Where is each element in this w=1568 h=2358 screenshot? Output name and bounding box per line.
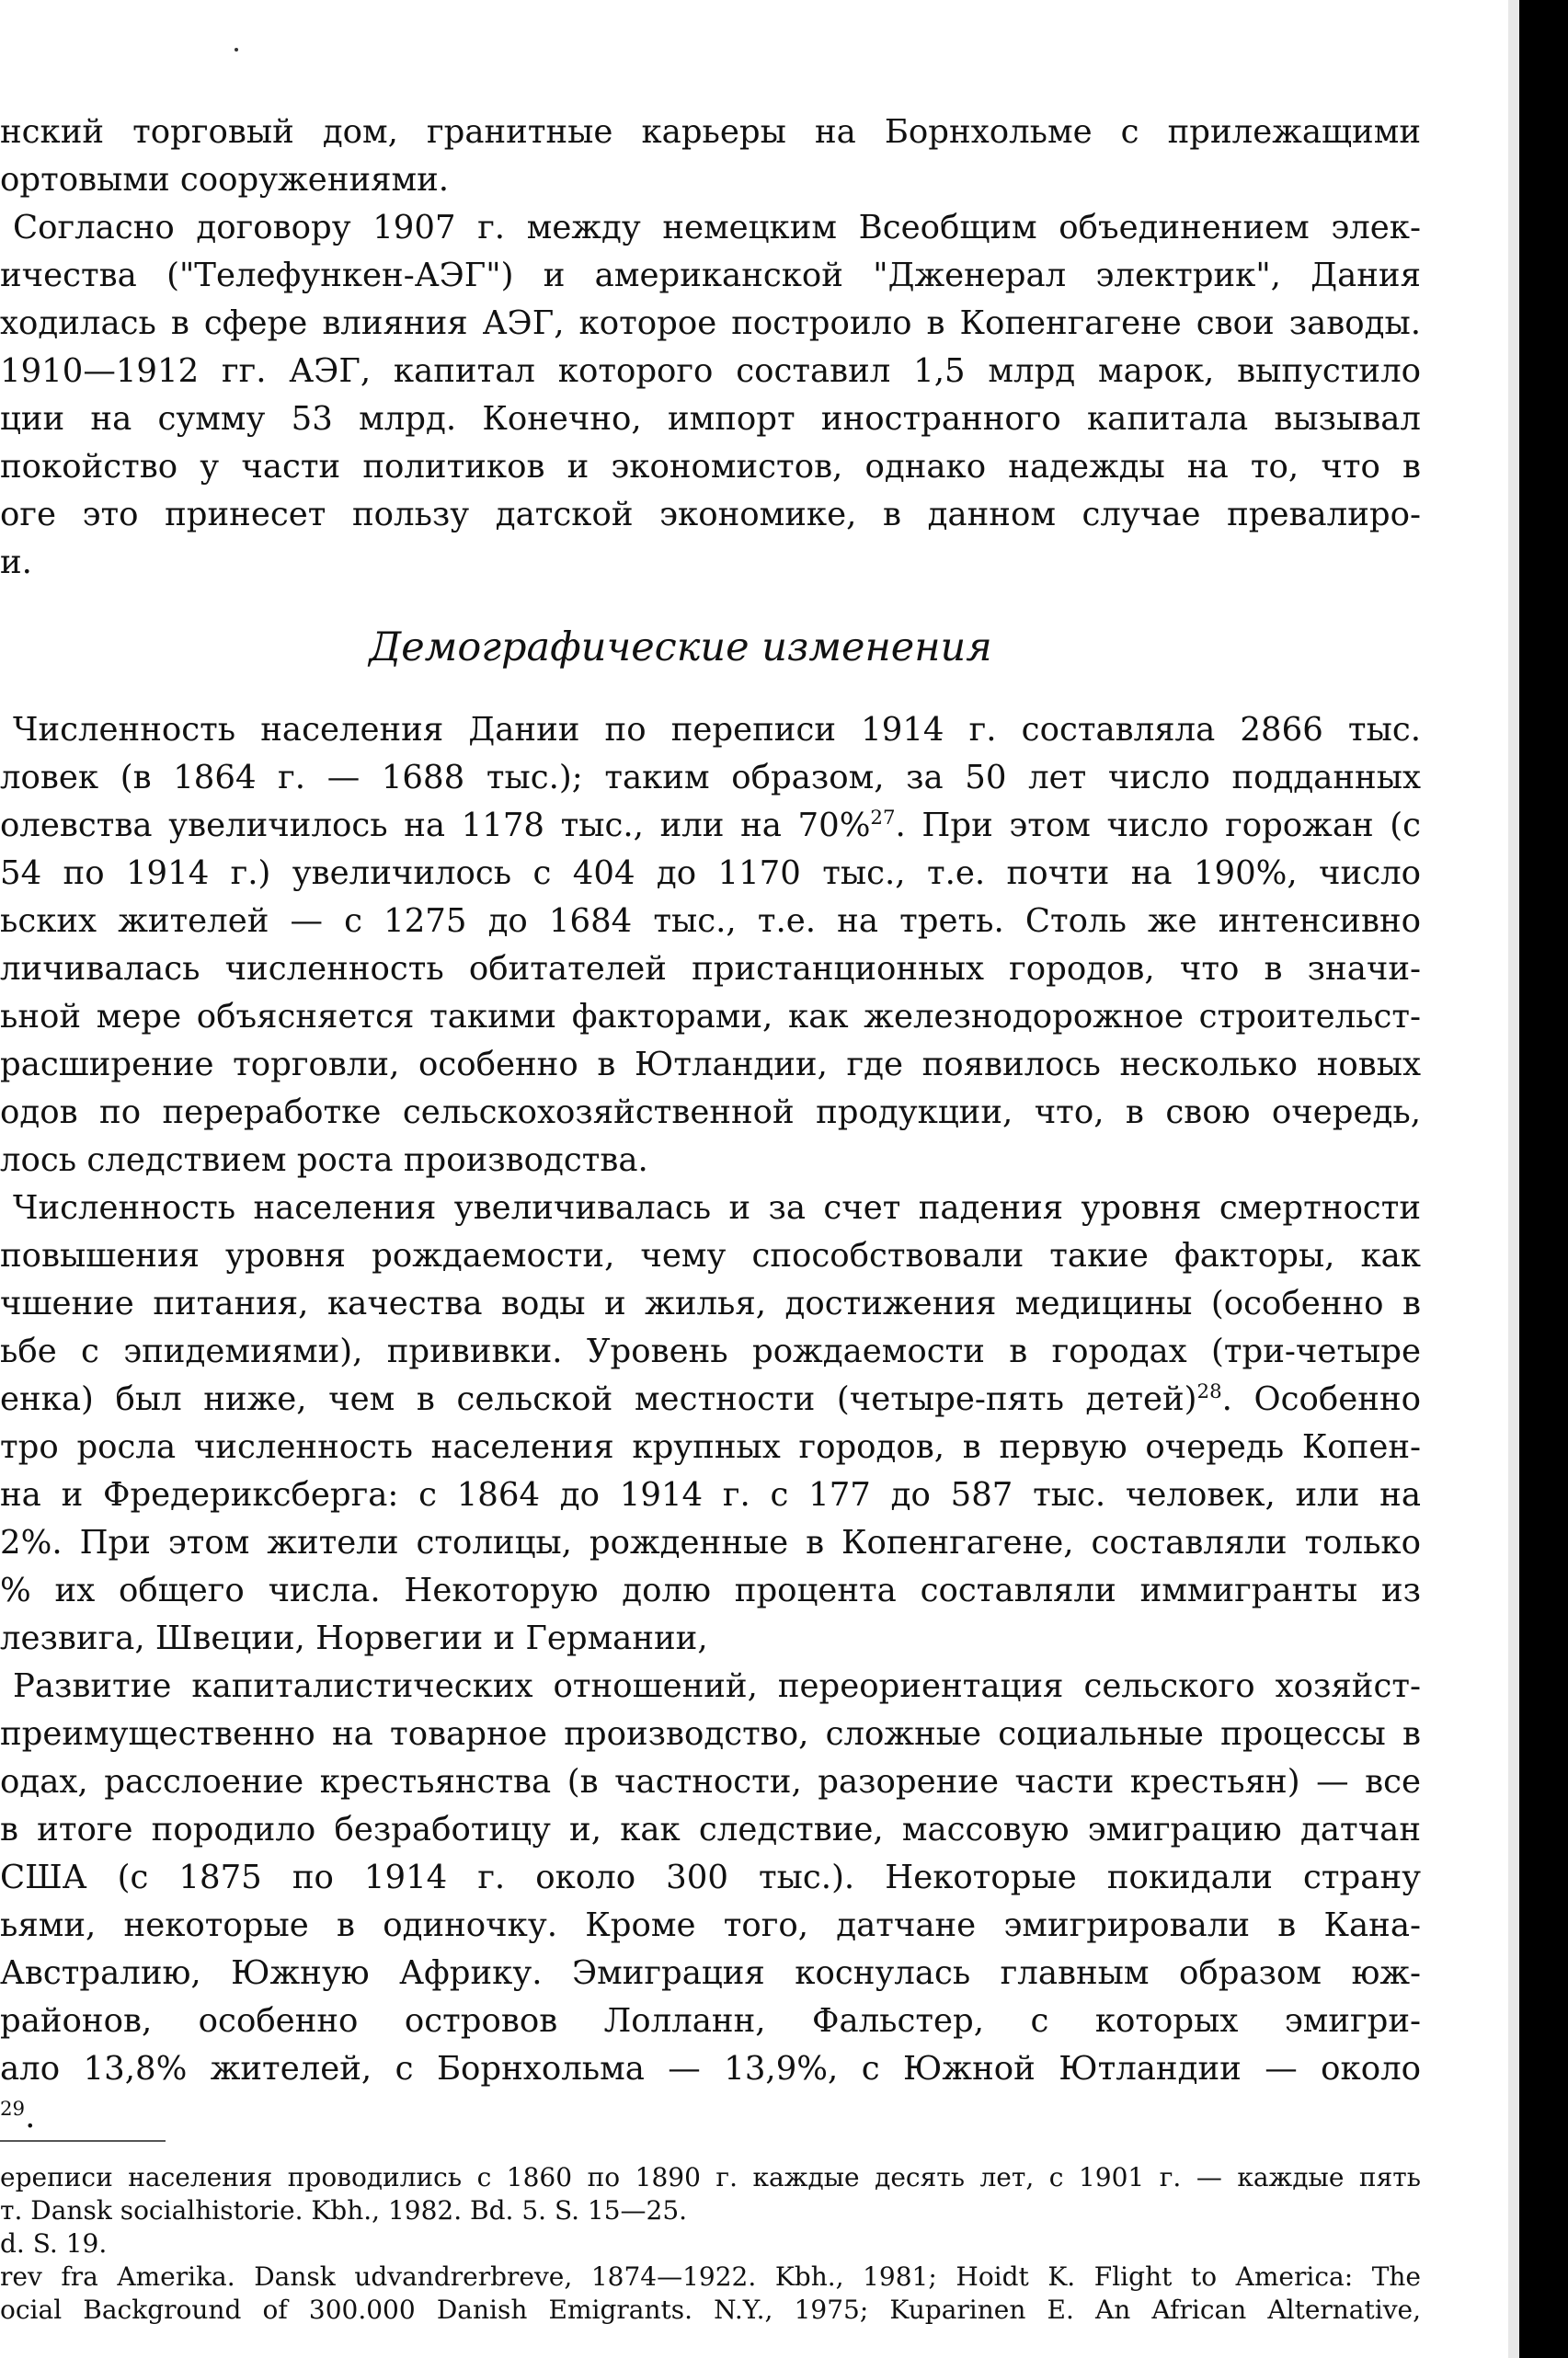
text-line: районов, особенно островов Лолланн, Фальстер, с которых эмигри- xyxy=(0,2002,1421,2040)
text-fragment: . Особенно xyxy=(1221,1380,1421,1418)
text-line: ьбе с эпидемиями), прививки. Уровень рождаемости в городах (три-четыре xyxy=(0,1333,1421,1370)
text-line: одах, расслоение крестьянства (в частности, разорение части крестьян) — все xyxy=(0,1763,1421,1801)
text-line xyxy=(0,2093,1421,2141)
text-line: 2%. При этом жители столицы, рожденные в Копенгагене, составляли только xyxy=(0,1524,1421,1562)
text-line: лезвига, Швеции, Норвегии и Германии, xyxy=(0,1620,708,1657)
text-line: Численность населения Дании по переписи 1914 г. составляла 2866 тыс. xyxy=(13,711,1421,749)
page-gutter xyxy=(1508,0,1519,2358)
text-line: и. xyxy=(0,544,32,581)
text-line: Численность населения увеличивалась и за счет падения уровня смертности xyxy=(13,1189,1421,1227)
footnote-marker: 27 xyxy=(870,807,896,830)
text-line: одов по переработке сельскохозяйственной продукции, что, в свою очередь, xyxy=(0,1093,1421,1131)
text-line: Согласно договору 1907 г. между немецким Всеобщим объединением элек- xyxy=(13,209,1421,246)
scan-edge-shadow xyxy=(1519,0,1568,2358)
text-column xyxy=(0,706,1421,2141)
text-line: % их общего числа. Некоторую долю процента составляли иммигранты из xyxy=(0,1572,1421,1609)
text-line: ьной мере объясняется такими факторами, как железнодорожное строительст- xyxy=(0,998,1421,1036)
text-line: в итоге породило безработицу и, как следствие, массовую эмиграцию датчан xyxy=(0,1811,1421,1849)
text-fragment: . При этом число горожан (с xyxy=(895,807,1421,844)
text-line: покойство у части политиков и экономистов, однако надежды на то, что в xyxy=(0,448,1421,486)
text-line: на и Фредериксберга: с 1864 до 1914 г. с 177 до 587 тыс. человек, или на xyxy=(0,1476,1421,1514)
footnote-line: т. Dansk socialhistorie. Kbh., 1982. Bd. 5. S. 15—25. xyxy=(0,2195,688,2226)
text-line: Развитие капиталистических отношений, переориентация сельского хозяйст- xyxy=(13,1667,1421,1705)
text-line: личивалась численность обитателей пристанционных городов, что в значи- xyxy=(0,950,1421,988)
text-line: ходилась в сфере влияния АЭГ, которое построило в Копенгагене свои заводы. xyxy=(0,304,1421,342)
text-line xyxy=(0,802,1421,850)
text-fragment: . xyxy=(25,2098,36,2135)
text-line: 54 по 1914 г.) увеличилось с 404 до 1170 тыс., т.е. почти на 190%, число xyxy=(0,854,1421,892)
text-line: ало 13,8% жителей, с Борнхольма — 13,9%, с Южной Ютландии — около xyxy=(0,2050,1421,2088)
text-line: США (с 1875 по 1914 г. около 300 тыс.). Некоторые покидали страну xyxy=(0,1859,1421,1896)
text-line: Австралию, Южную Африку. Эмиграция коснулась главным образом юж- xyxy=(0,1954,1421,1992)
text-line: преимущественно на товарное производство, сложные социальные процессы в xyxy=(0,1715,1421,1753)
text-line: тро росла численность населения крупных городов, в первую очередь Копен- xyxy=(0,1428,1421,1466)
text-fragment: олевства увеличилось на 1178 тыс., или на 70% xyxy=(0,807,871,844)
text-line: ичества ("Телефункен-АЭГ") и американской "Дженерал электрик", Дания xyxy=(0,257,1421,294)
footnotes xyxy=(0,2161,1421,2327)
text-fragment: енка) был ниже, чем в сельской местности (четыре-пять детей) xyxy=(0,1380,1197,1418)
footnote-line: rev fra Amerika. Dansk udvandrerbreve, 1874—1922. Kbh., 1981; Hoidt K. Flight to America: The xyxy=(0,2261,1421,2292)
text-line: ьских жителей — с 1275 до 1684 тыс., т.е. на треть. Столь же интенсивно xyxy=(0,902,1421,940)
text-line: ции на сумму 53 млрд. Конечно, импорт иностранного капитала вызывал xyxy=(0,400,1421,438)
section-heading: Демографические изменения xyxy=(369,624,992,670)
text-line: повышения уровня рождаемости, чему способствовали такие факторы, как xyxy=(0,1237,1421,1275)
footnote-marker: 28 xyxy=(1196,1380,1222,1404)
text-line xyxy=(0,1376,1421,1424)
footnote-line: ocial Background of 300.000 Danish Emigrants. N.Y., 1975; Kuparinen E. An African Alternative, xyxy=(0,2295,1421,2325)
footnote-line: d. S. 19. xyxy=(0,2228,108,2259)
text-line: нский торговый дом, гранитные карьеры на Борнхольме с прилежащими xyxy=(0,113,1421,151)
footnote-marker: 29 xyxy=(0,2098,26,2122)
text-line: оге это принесет пользу датской экономике, в данном случае превалиро- xyxy=(0,496,1421,533)
text-column xyxy=(0,109,1421,587)
text-line: 1910—1912 гг. АЭГ, капитал которого составил 1,5 млрд марок, выпустило xyxy=(0,352,1421,390)
text-line: чшение питания, качества воды и жилья, достижения медицины (особенно в xyxy=(0,1285,1421,1322)
scan-speck xyxy=(235,48,238,52)
text-line: расширение торговли, особенно в Ютландии, где появилось несколько новых xyxy=(0,1046,1421,1083)
text-line: ьями, некоторые в одиночку. Кроме того, датчане эмигрировали в Кана- xyxy=(0,1906,1421,1944)
text-line: лось следствием роста производства. xyxy=(0,1141,648,1179)
footnote-line: ерепиcи населения проводились с 1860 по 1890 г. каждые десять лет, с 1901 г. — каждые пять xyxy=(0,2162,1421,2192)
footnote-divider xyxy=(0,2140,166,2142)
text-line: ловек (в 1864 г. — 1688 тыс.); таким образом, за 50 лет число подданных xyxy=(0,759,1421,796)
text-line: ортовыми сооружениями. xyxy=(0,161,450,199)
